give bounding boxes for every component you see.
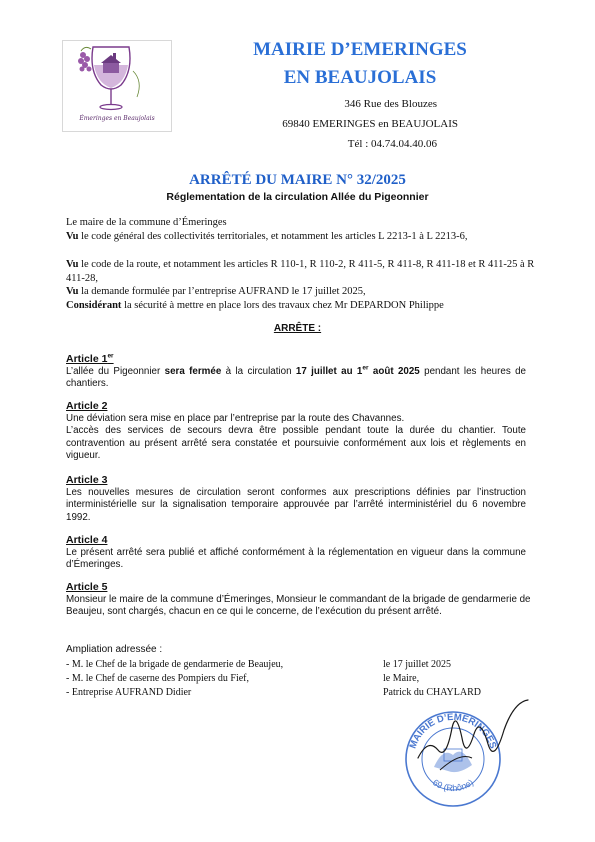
handwritten-signature-icon xyxy=(407,698,535,778)
arrete-subtitle: Réglementation de la circulation Allée du Pigeonnier xyxy=(166,191,429,203)
article-4-text: Le présent arrêté sera publié et affiché conformément à la réglementation en vigueur dans la commune d’Émeringes. xyxy=(66,547,526,571)
wine-glass-logo-icon xyxy=(63,41,171,115)
arrete-title: ARRÊTÉ DU MAIRE N° 32/2025 xyxy=(189,172,406,188)
logo xyxy=(62,40,172,132)
article-2-text: Une déviation sera mise en place par l’entreprise par la route des Chavannes. L’accès des services de secours devra être possible pendant toute la durée du chantier. Toute contravention au présent arrêté sera constatée et poursuivie conformément aux lois et règlements en vigueur. xyxy=(66,413,526,461)
recipient-pompiers: - M. le Chef de caserne des Pompiers du Fief, xyxy=(66,673,250,684)
svg-text:69 (Rhône): 69 (Rhône) xyxy=(430,777,476,794)
article-4-heading: Article 4 xyxy=(66,534,108,546)
arrete-label: ARRÊTE : xyxy=(273,323,322,334)
preamble-considerant: Considérant la sécurité à mettre en place lors des travaux chez Mr DEPARDON Philippe xyxy=(66,300,444,311)
preamble-vu-demande: Vu la demande formulée par l’entreprise AUFRAND le 17 juillet 2025, xyxy=(66,286,366,297)
article-3-text: Les nouvelles mesures de circulation seront conformes aux prescriptions définies par l’instruction interministérielle sur la signalisation temporaire approuvée par l’arrêté interministériel du 6 novembre 1992. xyxy=(66,487,526,523)
mairie-title-line2: EN BEAUJOLAIS xyxy=(283,67,437,88)
signature-date: le 17 juillet 2025 xyxy=(383,659,452,670)
article-5-heading: Article 5 xyxy=(66,581,108,593)
preamble-vu-cgct: Vu le code général des collectivités territoriales, et notamment les articles L 2213-1 à L 2213-6, xyxy=(66,231,468,242)
recipient-entreprise: - Entreprise AUFRAND Didier xyxy=(66,687,192,698)
article-2-heading: Article 2 xyxy=(66,400,108,412)
article-5-text: Monsieur le maire de la commune d’Émeringes, Monsieur le commandant de la brigade de gendarmerie de Beaujeu, sont chargés, chacun en ce qui le concerne, de l’exécution du présent arrêté. xyxy=(66,594,531,618)
address-street: 346 Rue des Blouzes xyxy=(344,98,437,110)
signature-name: Patrick du CHAYLARD xyxy=(383,687,481,698)
article-1-heading: Article 1er xyxy=(66,352,114,365)
logo-caption: Émeringes en Beaujolais xyxy=(79,115,155,122)
mairie-title-line1: MAIRIE D’EMERINGES xyxy=(253,39,467,60)
article-3-heading: Article 3 xyxy=(66,474,108,486)
svg-text:MAIRIE D’EMERINGES: MAIRIE D’EMERINGES xyxy=(407,711,499,751)
address-city: 69840 EMERINGES en BEAUJOLAIS xyxy=(282,118,458,130)
preamble-intro: Le maire de la commune d’Émeringes xyxy=(66,217,227,228)
phone: Tél : 04.74.04.40.06 xyxy=(347,138,437,150)
article-1-text: L’allée du Pigeonnier sera fermée à la circulation 17 juillet au 1er août 2025 pendant les heures de chantiers. xyxy=(66,364,526,390)
preamble-vu-code-route: Vu le code de la route, et notamment les articles R 110-1, R 110-2, R 411-5, R 411-8, R 411-18 et R 411-25 à R 411-28, xyxy=(66,259,535,284)
ampliation-label: Ampliation adressée : xyxy=(66,644,163,655)
signature-role: le Maire, xyxy=(383,673,420,684)
recipient-gendarmerie: - M. le Chef de la brigade de gendarmerie de Beaujeu, xyxy=(66,659,284,670)
